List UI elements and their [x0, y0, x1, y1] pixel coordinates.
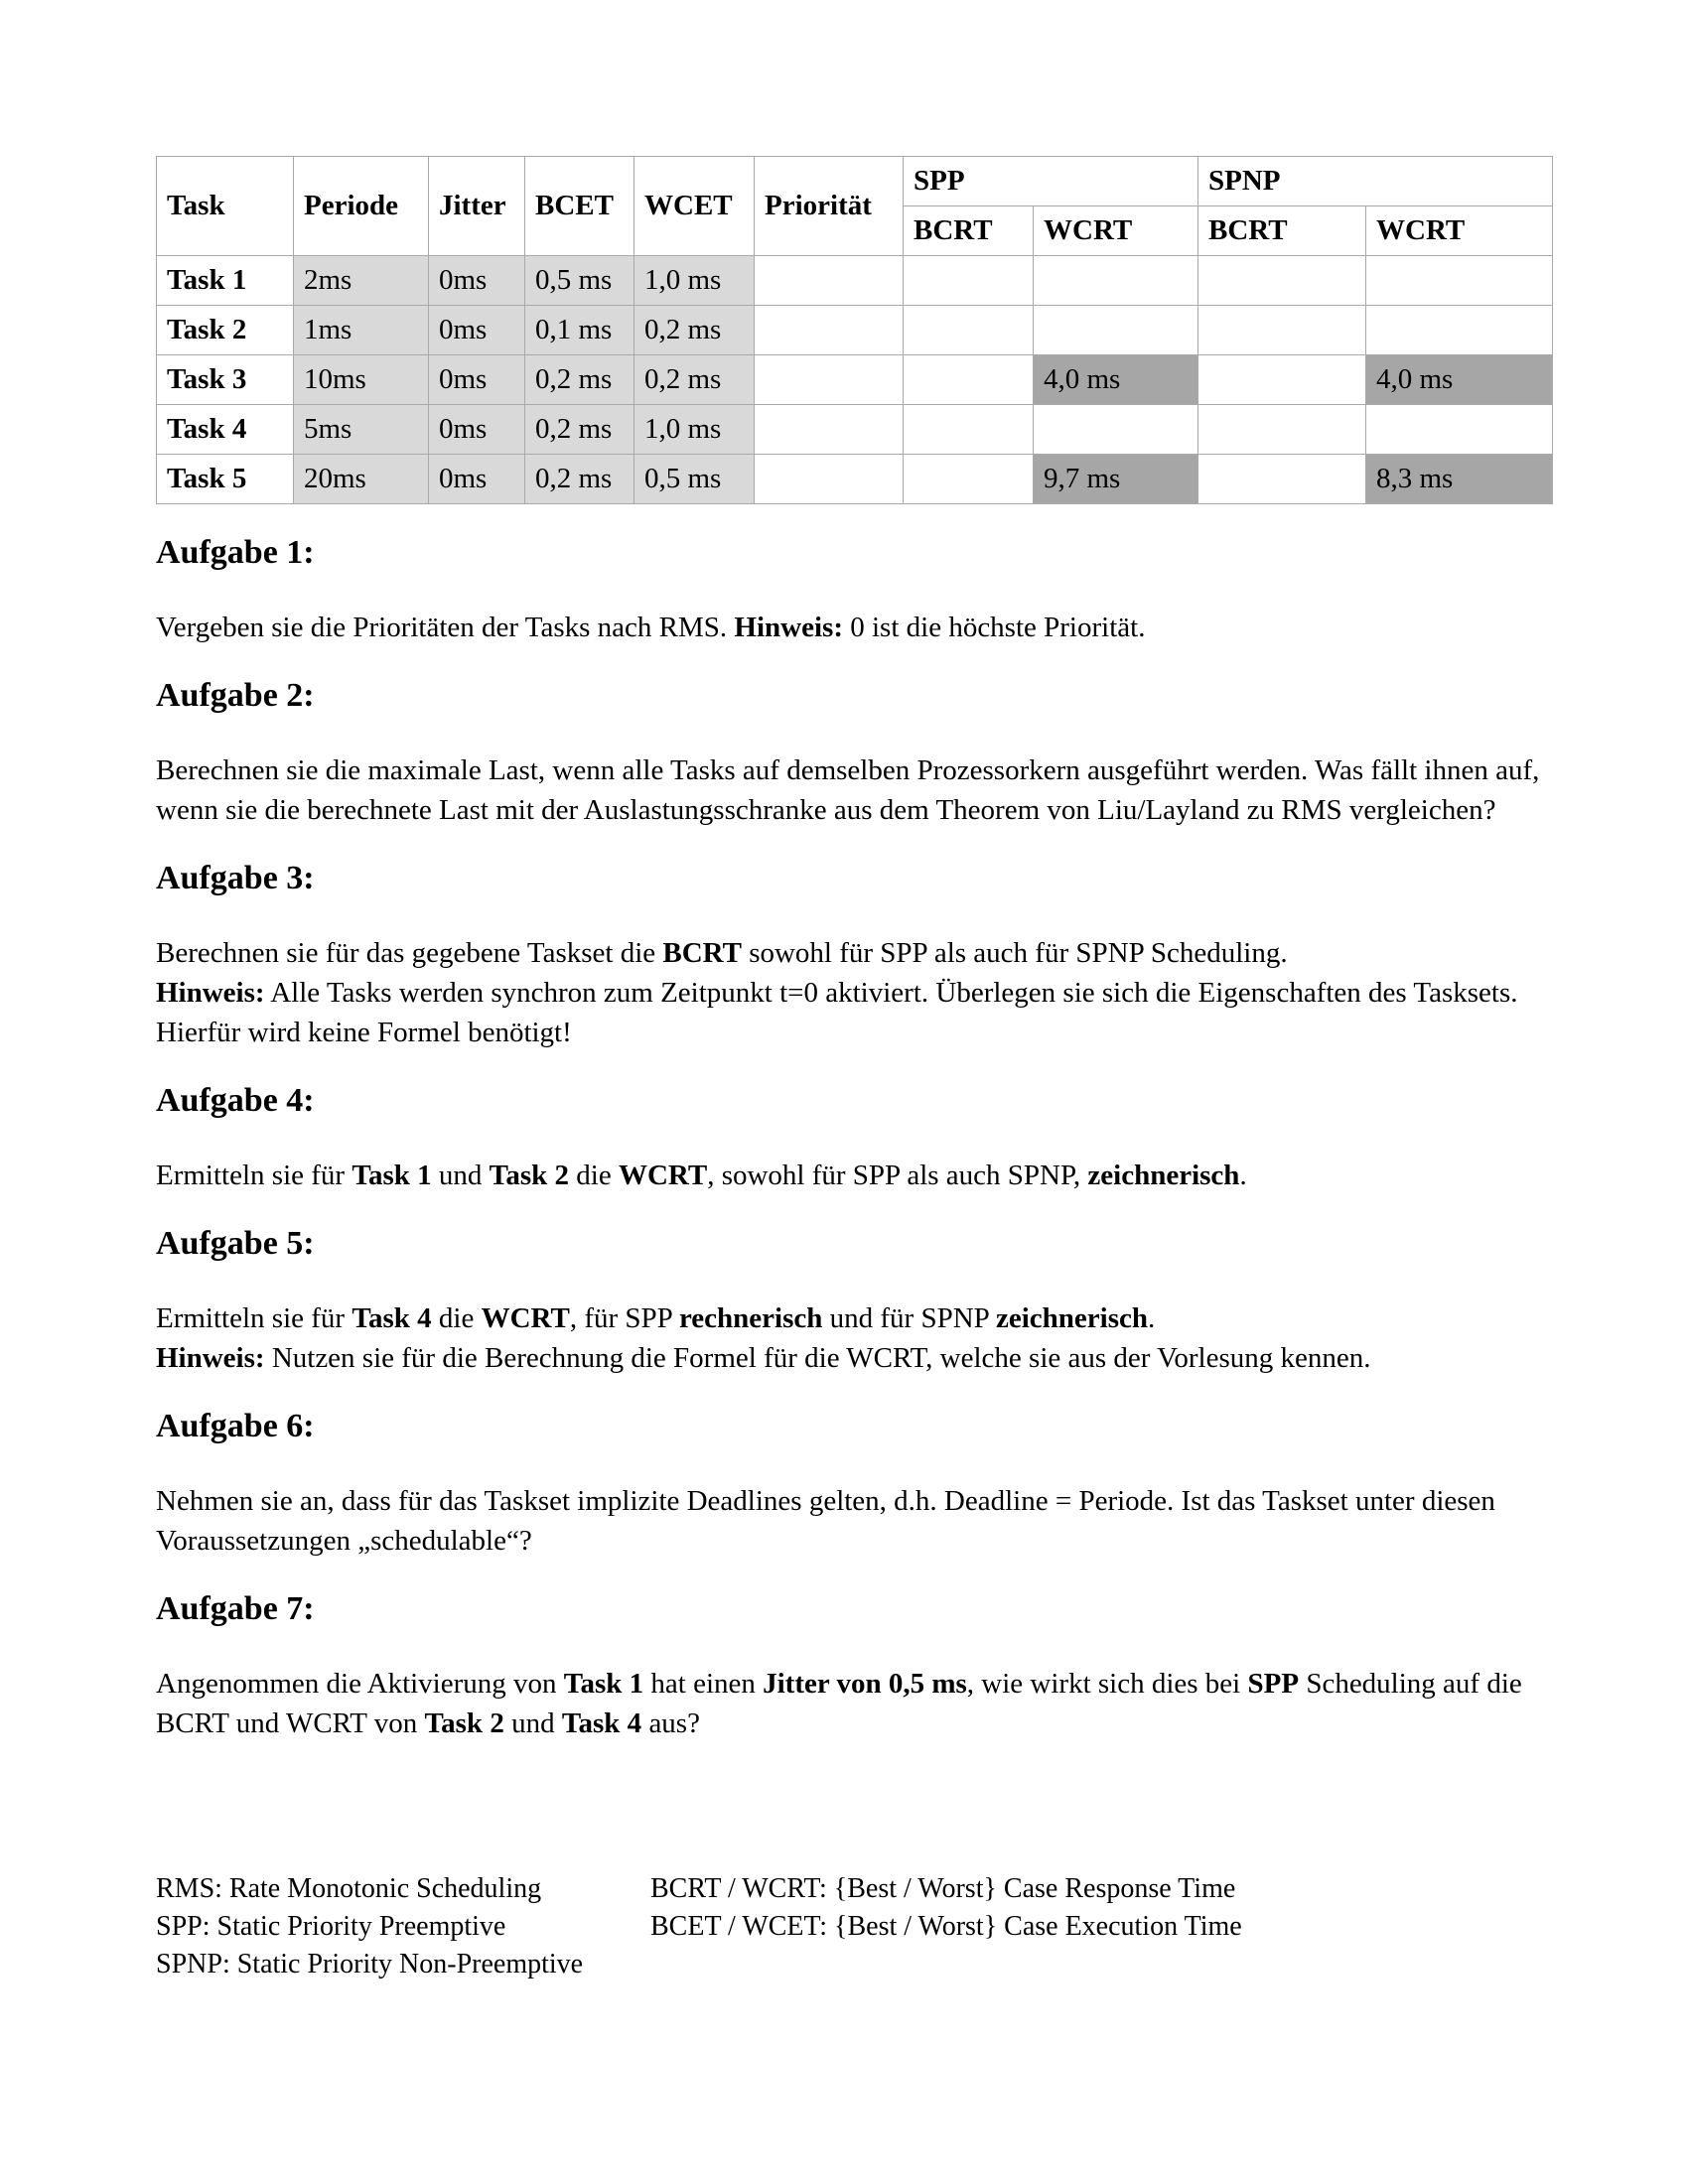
- section-aufgabe-6: [156, 1405, 1552, 1561]
- header-bcet: BCET: [525, 157, 634, 256]
- table-cell: Task 5: [157, 455, 294, 504]
- section-aufgabe-1: [156, 531, 1552, 647]
- table-row: [157, 455, 1553, 504]
- table-cell: [755, 256, 904, 306]
- table-cell: 4,0 ms: [1366, 355, 1553, 405]
- header-prioritaet: Priorität: [755, 157, 904, 256]
- table-row: [157, 355, 1553, 405]
- table-cell: 0,2 ms: [634, 355, 755, 405]
- table-cell: [755, 405, 904, 455]
- table-cell: [904, 405, 1034, 455]
- table-cell: 0ms: [429, 355, 525, 405]
- table-cell: [1198, 355, 1366, 405]
- section-heading: Aufgabe 1:: [156, 534, 315, 571]
- table-cell: [904, 306, 1034, 355]
- header-spnp-bcrt: BCRT: [1198, 206, 1366, 256]
- table-cell: [755, 455, 904, 504]
- table-cell: 5ms: [294, 405, 429, 455]
- table-cell: [1034, 405, 1198, 455]
- section-aufgabe-5: [156, 1222, 1552, 1378]
- section-heading: Aufgabe 5:: [156, 1225, 315, 1262]
- legend-line-bcet-wcet: BCET / WCET: {Best / Worst} Case Execution Time: [650, 1911, 1242, 1942]
- header-spp-wcrt: WCRT: [1034, 206, 1198, 256]
- table-cell: 0,5 ms: [634, 455, 755, 504]
- section-paragraph: Berechnen sie für das gegebene Taskset die BCRT sowohl für SPP als auch für SPNP Scheduling. Hinweis: Alle Tasks werden synchron zum Zeitpunkt t=0 aktiviert. Überlegen sie sich die Eigenschaften des Tasksets. Hierfür wird keine Formel benötigt!: [156, 937, 1518, 1048]
- section-heading: Aufgabe 2:: [156, 677, 315, 714]
- table-cell: [755, 306, 904, 355]
- table-cell: [1366, 306, 1553, 355]
- section-paragraph: Berechnen sie die maximale Last, wenn alle Tasks auf demselben Prozessorkern ausgeführt werden. Was fällt ihnen auf, wenn sie die berechnete Last mit der Auslastungsschranke aus dem Theorem von Liu/Layland zu RMS vergleichen?: [156, 754, 1540, 826]
- table-cell: [1366, 256, 1553, 306]
- header-task: Task: [157, 157, 294, 256]
- table-cell: 1,0 ms: [634, 256, 755, 306]
- section-heading: Aufgabe 7:: [156, 1590, 315, 1627]
- table-cell: [1198, 405, 1366, 455]
- table-row: [157, 256, 1553, 306]
- table-cell: 8,3 ms: [1366, 455, 1553, 504]
- section-paragraph: Nehmen sie an, dass für das Taskset implizite Deadlines gelten, d.h. Deadline = Periode. Ist das Taskset unter diesen Voraussetzungen „schedulable“?: [156, 1485, 1495, 1557]
- table-cell: [1366, 405, 1553, 455]
- footer-legend-right: [650, 1870, 1552, 1983]
- section-paragraph: Ermitteln sie für Task 4 die WCRT, für SPP rechnerisch und für SPNP zeichnerisch. Hinweis: Nutzen sie für die Berechnung die Formel für die WCRT, welche sie aus der Vorlesung kennen.: [156, 1302, 1371, 1374]
- section-heading: Aufgabe 3:: [156, 860, 315, 896]
- table-cell: 1ms: [294, 306, 429, 355]
- section-heading: Aufgabe 6:: [156, 1408, 315, 1444]
- table-cell: [1034, 306, 1198, 355]
- table-cell: 0,2 ms: [634, 306, 755, 355]
- header-periode: Periode: [294, 157, 429, 256]
- page-content: [156, 156, 1552, 1983]
- table-header: [157, 157, 1553, 256]
- header-spnp-wcrt: WCRT: [1366, 206, 1553, 256]
- footer-legend-left: [156, 1870, 650, 1983]
- table-cell: 0,1 ms: [525, 306, 634, 355]
- table-cell: Task 1: [157, 256, 294, 306]
- table-cell: 4,0 ms: [1034, 355, 1198, 405]
- header-spp-group: SPP: [904, 157, 1198, 206]
- table-cell: [904, 256, 1034, 306]
- section-aufgabe-7: [156, 1587, 1552, 1743]
- legend-line-rms: RMS: Rate Monotonic Scheduling: [156, 1873, 542, 1904]
- table-cell: 0ms: [429, 455, 525, 504]
- table-cell: 0,5 ms: [525, 256, 634, 306]
- section-paragraph: Angenommen die Aktivierung von Task 1 hat einen Jitter von 0,5 ms, wie wirkt sich dies bei SPP Scheduling auf die BCRT und WCRT von Task 2 und Task 4 aus?: [156, 1668, 1522, 1739]
- section-paragraph: Vergeben sie die Prioritäten der Tasks nach RMS. Hinweis: 0 ist die höchste Priorität.: [156, 612, 1146, 643]
- table-cell: 1,0 ms: [634, 405, 755, 455]
- section-aufgabe-2: [156, 674, 1552, 830]
- table-body: [157, 256, 1553, 504]
- header-spp-bcrt: BCRT: [904, 206, 1034, 256]
- table-cell: 10ms: [294, 355, 429, 405]
- table-cell: Task 2: [157, 306, 294, 355]
- table-cell: 20ms: [294, 455, 429, 504]
- table-cell: 0ms: [429, 405, 525, 455]
- table-cell: [1198, 455, 1366, 504]
- section-paragraph: Ermitteln sie für Task 1 und Task 2 die WCRT, sowohl für SPP als auch SPNP, zeichnerisch.: [156, 1160, 1247, 1191]
- table-cell: [755, 355, 904, 405]
- table-cell: [1198, 256, 1366, 306]
- section-aufgabe-3: [156, 857, 1552, 1052]
- header-jitter: Jitter: [429, 157, 525, 256]
- legend-line-spp: SPP: Static Priority Preemptive: [156, 1911, 506, 1942]
- task-table: [156, 156, 1553, 504]
- table-cell: [1034, 256, 1198, 306]
- table-cell: 0,2 ms: [525, 455, 634, 504]
- table-cell: 0ms: [429, 306, 525, 355]
- table-row: [157, 306, 1553, 355]
- table-cell: [904, 355, 1034, 405]
- table-cell: Task 4: [157, 405, 294, 455]
- legend-line-bcrt-wcrt: BCRT / WCRT: {Best / Worst} Case Response Time: [650, 1873, 1236, 1904]
- header-spnp-group: SPNP: [1198, 157, 1553, 206]
- table-row: [157, 405, 1553, 455]
- section-heading: Aufgabe 4:: [156, 1082, 315, 1119]
- table-header-row-1: [157, 157, 1553, 206]
- footer-legend: [156, 1870, 1552, 1983]
- table-cell: [904, 455, 1034, 504]
- table-cell: 9,7 ms: [1034, 455, 1198, 504]
- table-cell: [1198, 306, 1366, 355]
- table-cell: Task 3: [157, 355, 294, 405]
- section-aufgabe-4: [156, 1079, 1552, 1195]
- table-cell: 2ms: [294, 256, 429, 306]
- legend-line-spnp: SPNP: Static Priority Non-Preemptive: [156, 1949, 584, 1979]
- header-wcet: WCET: [634, 157, 755, 256]
- table-cell: 0ms: [429, 256, 525, 306]
- table-cell: 0,2 ms: [525, 355, 634, 405]
- table-cell: 0,2 ms: [525, 405, 634, 455]
